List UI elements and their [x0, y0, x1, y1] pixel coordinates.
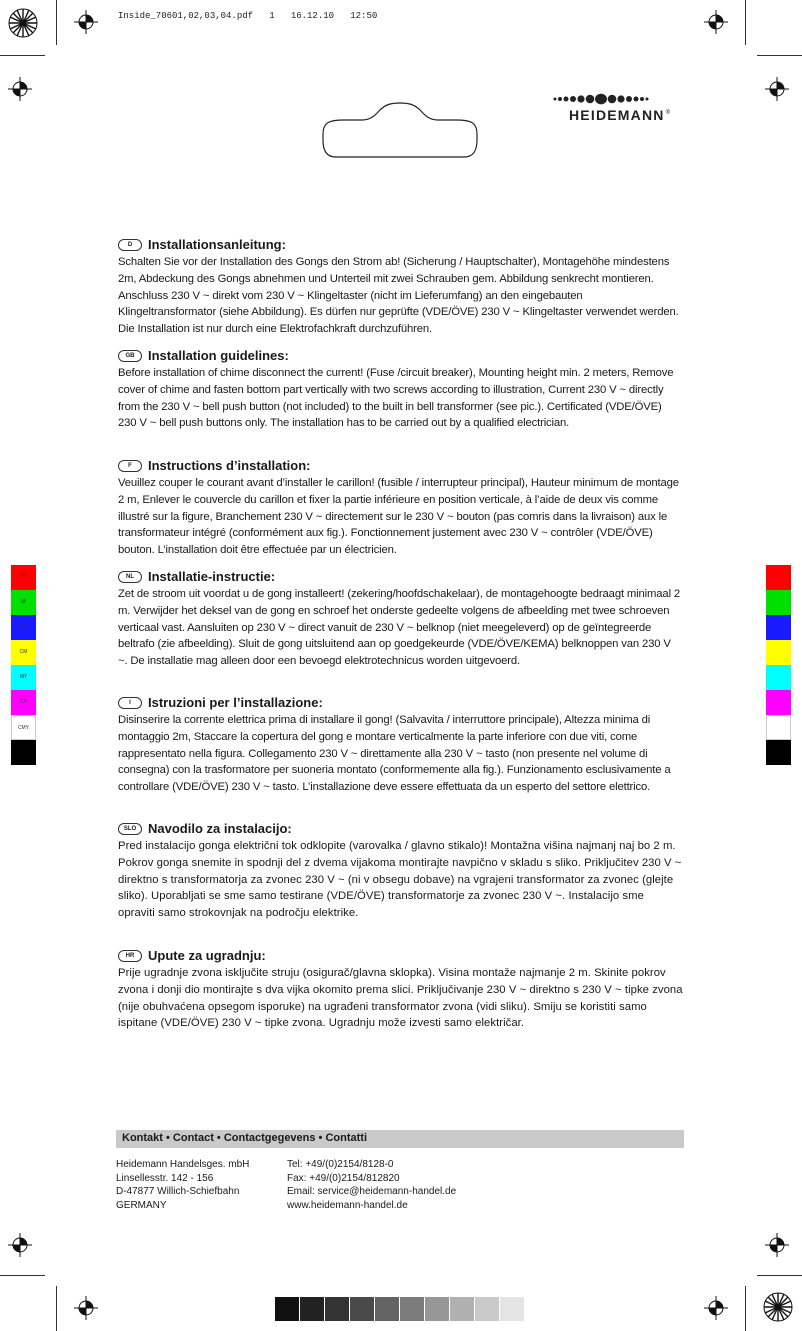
- fax-line: Fax: +49/(0)2154/812820: [287, 1172, 400, 1184]
- color-swatch: [766, 615, 791, 640]
- language-badge: SLO: [118, 823, 142, 835]
- color-swatch: [766, 740, 791, 765]
- section-de: [118, 237, 683, 338]
- color-control-strip-right: [766, 565, 791, 765]
- color-swatch: [11, 740, 36, 765]
- color-swatch: CM: [11, 640, 36, 665]
- color-swatch: [766, 715, 791, 740]
- crosshair-icon: [765, 1233, 789, 1257]
- crosshair-icon: [765, 77, 789, 101]
- section-heading: SLO Navodilo za instalacijo:: [118, 821, 683, 837]
- heidemann-logo: [553, 91, 703, 125]
- section-heading: HR Upute za ugradnju:: [118, 948, 683, 964]
- language-badge: I: [118, 697, 142, 709]
- gray-swatch: [500, 1297, 524, 1321]
- gray-swatch: [450, 1297, 474, 1321]
- gray-swatch: [425, 1297, 449, 1321]
- section-text: Pred instalacijo gonga električni tok odklopite (varovalka / glavno stikalo)! Montažna višina najmanj naj bo 2 m. Pokrov gonga snemite in spodnji del z dvema vijakoma montirajte navpično v skladu s sliko. Priključitev 230 V ~ direktno s transformatorja za zvonec 230 V ~ (ni v obsegu dobave) na vgrajeni transformator za zvonec (glejte sliko). Uporabljati se sme samo testirane (VDE/ÖVE) transformatorje za zvonec 230 V ~. Instalacijo sme opraviti samo strokovnjak na področju elektrike.: [118, 840, 682, 920]
- contact-header: Kontakt • Contact • Contactgegevens • Contatti: [122, 1132, 368, 1144]
- starburst-icon: [8, 8, 38, 38]
- crop-mark: [745, 1286, 746, 1331]
- section-heading: F Instructions d’installation:: [118, 458, 683, 474]
- gray-swatch: [300, 1297, 324, 1321]
- language-badge: GB: [118, 350, 142, 362]
- section-text: Before installation of chime disconnect the current! (Fuse /circuit breaker), Mounting height min. 2 meters, Remove cover of chime and fasten bottom part vertically with two screws according to illustration, Current 230 V ~ directly from the 230 V ~ bell push button (not included) to the built in bell transformer (see pic.). Certificated (VDE/ÖVE) 230 V ~ bell push buttons only. The installation has to be carried out by a qualified electrician.: [118, 367, 674, 430]
- section-heading: D Installationsanleitung:: [118, 237, 683, 253]
- crop-mark: [56, 1286, 57, 1331]
- crop-mark: [56, 0, 57, 45]
- crop-mark: [745, 0, 746, 45]
- crop-mark: [757, 1275, 802, 1276]
- color-swatch: [766, 665, 791, 690]
- section-heading: NL Installatie-instructie:: [118, 569, 683, 585]
- gray-swatch: [275, 1297, 299, 1321]
- color-swatch: [766, 690, 791, 715]
- color-swatch: [766, 565, 791, 590]
- color-swatch: M: [11, 590, 36, 615]
- section-heading: I Istruzioni per l’installazione:: [118, 695, 683, 711]
- file-slug: Inside_70601,02,03,04.pdf 1 16.12.10 12:50: [118, 11, 378, 21]
- color-swatch: Y: [11, 565, 36, 590]
- section-text: Prije ugradnje zvona isključite struju (osigurač/glavna sklopka). Visina montaže najmanje 2 m. Skinite pokrov zvona i donji dio montirajte s dva vijka okomito prema slici. Priključivanje 230 V ~ direktno s 230 V ~ tipke zvona (nije obuhvaćena opsegom isporuke) na ugrađeni transformator zvona (vidi sliku). Smiju se koristiti samo ispitane (VDE/ÖVE) 230 V ~ tipke zvona. Ugradnju može izvesti samo električar.: [118, 967, 683, 1030]
- address-line: GERMANY: [116, 1199, 167, 1211]
- section-gb: [118, 348, 683, 432]
- section-text: Schalten Sie vor der Installation des Gongs den Strom ab! (Sicherung / Hauptschalter), Montagehöhe mindestens 2m, Abdeckung des Gongs abnehmen und Unterteil mit zwei Schrauben gem. Abbildung senkrecht montieren. Anschluss 230 V ~ direkt vom 230 V ~ Klingeltaster (nicht im Lieferumfang) an den eingebauten Klingeltransformator (siehe Abbildung). Es dürfen nur geprüfte (VDE/ÖVE) 230 V ~ Klingeltaster verwendet werden. Die Installation ist nur durch eine Elektrofachkraft durchzuführen.: [118, 256, 679, 336]
- contact-header-bar: [116, 1130, 684, 1148]
- color-swatch: [766, 640, 791, 665]
- starburst-icon: [763, 1292, 793, 1322]
- color-swatch: CY: [11, 690, 36, 715]
- section-hr: [118, 948, 683, 1032]
- address-line: D-47877 Willich-Schiefbahn: [116, 1186, 240, 1197]
- crosshair-icon: [704, 10, 728, 34]
- gray-swatch: [375, 1297, 399, 1321]
- gray-swatch: [475, 1297, 499, 1321]
- color-swatch: CMY: [11, 715, 36, 740]
- crop-mark: [0, 1275, 45, 1276]
- crosshair-icon: [74, 10, 98, 34]
- section-slo: [118, 821, 683, 922]
- gray-swatch: [350, 1297, 374, 1321]
- phone-line: Tel: +49/(0)2154/8128-0: [287, 1159, 394, 1170]
- contact-details: [287, 1158, 517, 1212]
- email-link[interactable]: Email: service@heidemann-handel.de: [287, 1186, 457, 1197]
- brand-name: HEIDEMANN®: [569, 107, 672, 123]
- section-nl: [118, 569, 683, 670]
- address-line: Linsellesstr. 142 - 156: [116, 1172, 214, 1184]
- section-fr: [118, 458, 683, 559]
- gray-swatch: [325, 1297, 349, 1321]
- section-text: Disinserire la corrente elettrica prima di installare il gong! (Salvavita / interruttore principale), Altezza minima di montaggio 2m, Staccare la copertura del gong e montare verticalmente la parte inferiore con due viti, come rappresentato nella figura. Collegamento 230 V ~ direttamente alla 230 V ~ tasto (non presente nel volume di consegna) con la trasformatore per suoneria montato (conformemente alla fig.). Funzionamento esclusivamente a controllare (VDE/ÖVE) 230 V ~ tasto. L’installazione deve essere effettuata da un esperto del settore elettrico.: [118, 714, 671, 794]
- gray-swatch: [400, 1297, 424, 1321]
- crosshair-icon: [704, 1296, 728, 1320]
- logo-dots-icon: [553, 91, 703, 107]
- language-badge: F: [118, 460, 142, 472]
- color-swatch: C: [11, 615, 36, 640]
- language-badge: D: [118, 239, 142, 251]
- website-link[interactable]: www.heidemann-handel.de: [287, 1199, 408, 1211]
- language-badge: HR: [118, 950, 142, 962]
- section-it: [118, 695, 683, 796]
- color-swatch: MY: [11, 665, 36, 690]
- color-control-strip-left: [11, 565, 36, 765]
- crosshair-icon: [74, 1296, 98, 1320]
- section-text: Zet de stroom uit voordat u de gong installeert! (zekering/hoofdschakelaar), de montagehoogte bedraagt minimaal 2 m. Verwijder het deksel van de gong en schroef het onderste gedeelte volgens de afbeelding met twee schroeven verticaal vast. Aansluiten op 230 V ~ direct vanuit de 230 V ~ belknop (niet meegeleverd) op de geïntegreerde beltrafo (zie afbeelding). Sluit de gong uitsluitend aan op goedgekeurde (VDE/ÖVE/KEMA) belknoppen van 230 V ~. De installatie mag alleen door een bevoegd elektrotechnicus worden uitgevoerd.: [118, 588, 681, 668]
- address-line: Heidemann Handelsges. mbH: [116, 1159, 250, 1170]
- section-text: Veuillez couper le courant avant d’installer le carillon! (fusible / interrupteur principal), Hauteur minimum de montage 2 m, Enlever le couvercle du carillon et fixer la partie inférieure en position verticale, à l’aide de deux vis comme illustré sur la figure, Branchement 230 V ~ directement sur le 230 V ~ bouton (pas comris dans la livraison) aux le transformateur intégré (conformément aux fig.). Fonctionnement justement avec 230 V ~ contrôler (VDE/ÖVE) bouton. L’installation doit être effectuée par un électricien.: [118, 477, 679, 557]
- crosshair-icon: [8, 77, 32, 101]
- section-heading: GB Installation guidelines:: [118, 348, 683, 364]
- hanger-cutout-shape: [322, 102, 478, 158]
- crop-mark: [0, 55, 45, 56]
- crosshair-icon: [8, 1233, 32, 1257]
- contact-address: [116, 1158, 281, 1212]
- language-badge: NL: [118, 571, 142, 583]
- color-swatch: [766, 590, 791, 615]
- crop-mark: [757, 55, 802, 56]
